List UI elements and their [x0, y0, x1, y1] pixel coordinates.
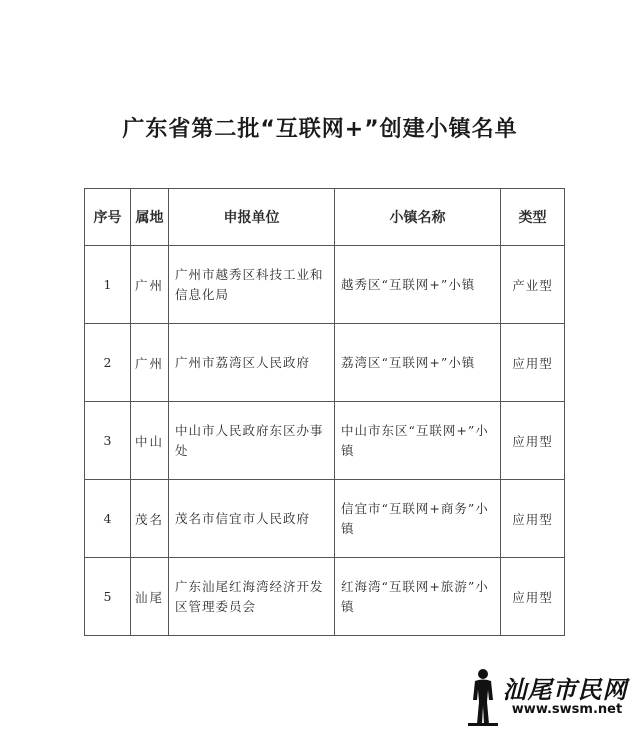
watermark-url: www.swsm.net	[511, 702, 623, 717]
header-seq: 序号	[85, 189, 131, 246]
cell-town: 荔湾区“互联网+”小镇	[335, 324, 501, 402]
cell-type: 应用型	[501, 324, 565, 402]
cell-type: 产业型	[501, 246, 565, 324]
cell-type: 应用型	[501, 558, 565, 636]
cell-region: 茂名	[131, 480, 169, 558]
cell-seq: 3	[85, 402, 131, 480]
table-row	[85, 558, 565, 636]
header-town: 小镇名称	[335, 189, 501, 246]
cell-region: 广州	[131, 246, 169, 324]
cell-town: 红海湾“互联网+旅游”小镇	[335, 558, 501, 636]
site-watermark	[462, 668, 632, 726]
cell-town: 越秀区“互联网+”小镇	[335, 246, 501, 324]
table-row	[85, 402, 565, 480]
cell-unit: 广州市越秀区科技工业和信息化局	[169, 246, 335, 324]
cell-region: 中山	[131, 402, 169, 480]
table-row	[85, 480, 565, 558]
table-row	[85, 246, 565, 324]
cell-unit: 广州市荔湾区人民政府	[169, 324, 335, 402]
cell-unit: 中山市人民政府东区办事处	[169, 402, 335, 480]
table-row	[85, 324, 565, 402]
header-type: 类型	[501, 189, 565, 246]
cell-unit: 广东汕尾红海湾经济开发区管理委员会	[169, 558, 335, 636]
cell-type: 应用型	[501, 480, 565, 558]
cell-town: 中山市东区“互联网+”小镇	[335, 402, 501, 480]
cell-seq: 4	[85, 480, 131, 558]
document-title: 广东省第二批“互联网+”创建小镇名单	[122, 117, 518, 142]
cell-seq: 1	[85, 246, 131, 324]
cell-region: 广州	[131, 324, 169, 402]
cell-region: 汕尾	[131, 558, 169, 636]
watermark-site-name: 汕尾市民网	[502, 675, 628, 704]
cell-seq: 5	[85, 558, 131, 636]
cell-seq: 2	[85, 324, 131, 402]
table-header-row	[85, 189, 565, 246]
header-region: 属地	[131, 189, 169, 246]
cell-unit: 茂名市信宜市人民政府	[169, 480, 335, 558]
header-unit: 申报单位	[169, 189, 335, 246]
cell-type: 应用型	[501, 402, 565, 480]
cell-town: 信宜市“互联网+商务”小镇	[335, 480, 501, 558]
town-list-table	[84, 188, 565, 636]
